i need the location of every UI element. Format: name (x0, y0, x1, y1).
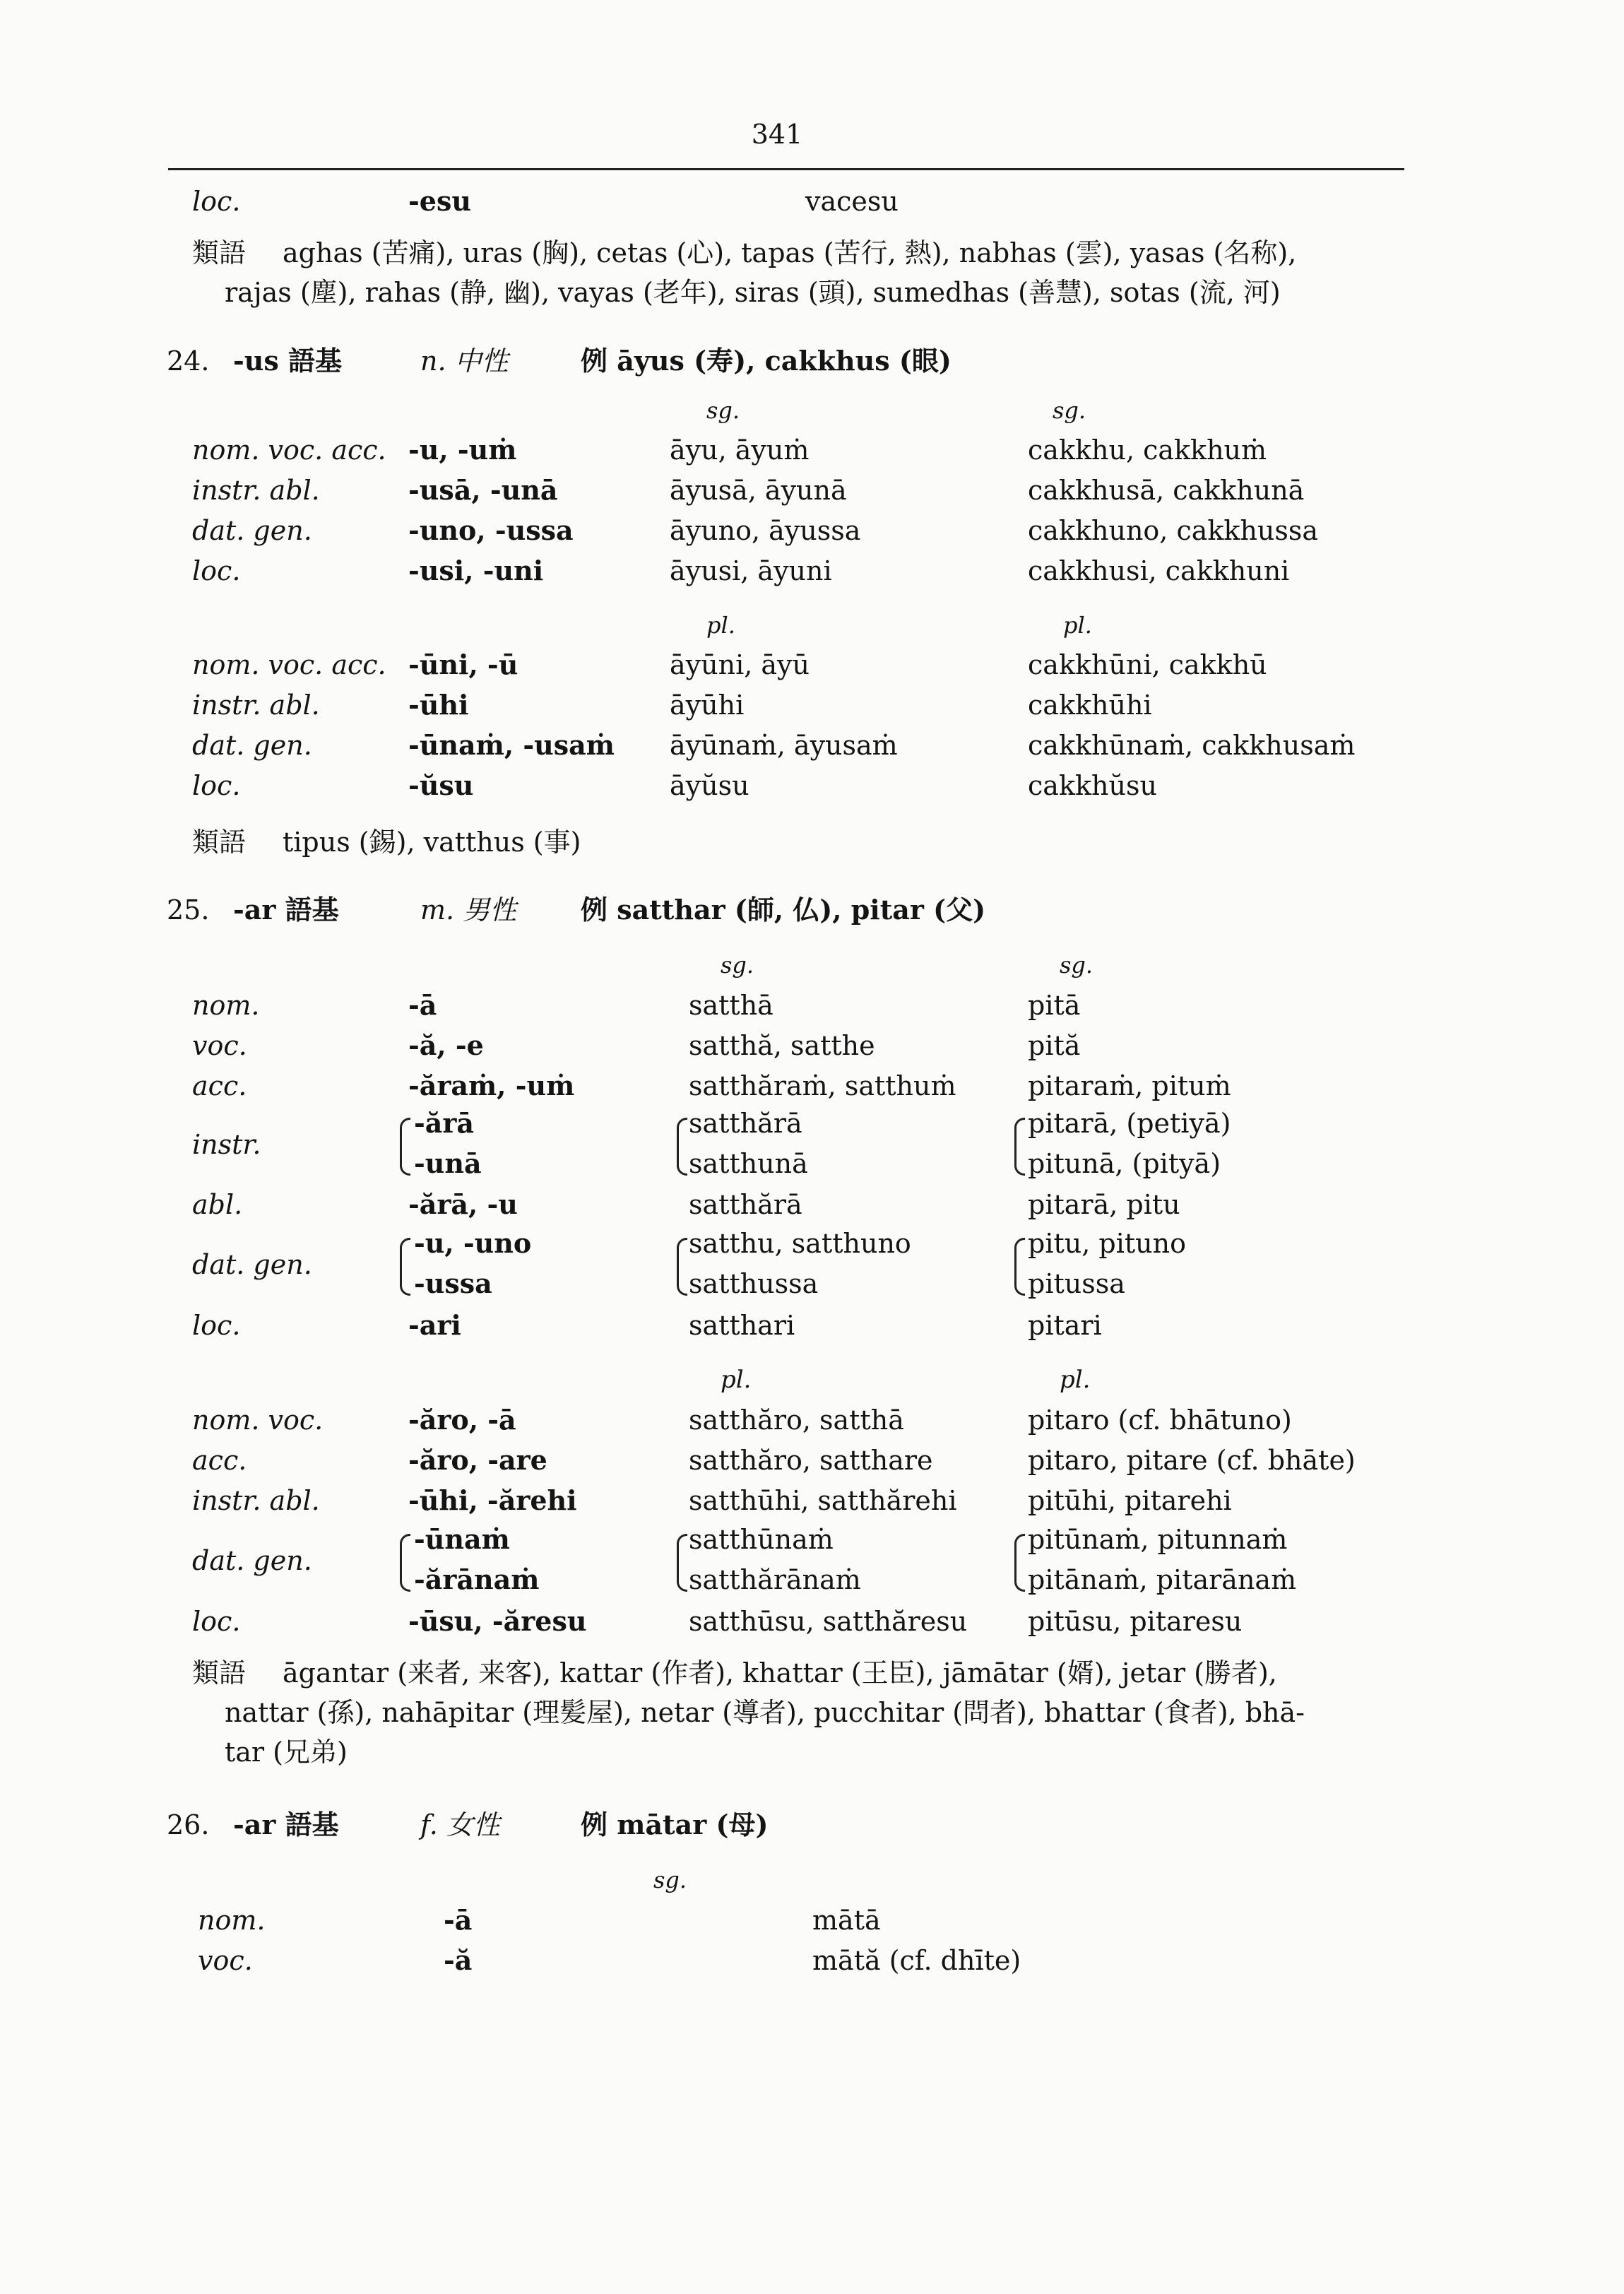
ending: -usā, -unā (408, 474, 558, 506)
example-form: pitunā, (pityā) (1028, 1148, 1221, 1179)
case-label: dat. gen. (192, 1545, 312, 1576)
ending: -ūnaṁ (414, 1523, 510, 1555)
related-words-line: āgantar (来者, 来客), kattar (作者), khattar (王臣), jāmātar (婿), jetar (勝者), (283, 1657, 1277, 1689)
section-number: 24. (167, 345, 210, 377)
section-gender: f. 女性 (420, 1809, 500, 1840)
example-form: pitu, pituno (1028, 1228, 1186, 1259)
example-form: pitaraṁ, pituṁ (1028, 1070, 1231, 1101)
related-words-line: aghas (苦痛), uras (胸), cetas (心), tapas (苦行, 熱), nabhas (雲), yasas (名称), (283, 237, 1297, 268)
ending: -ă (444, 1944, 473, 1976)
ending: -u, -uṁ (408, 434, 517, 466)
example-form: satthūsu, satthăresu (689, 1606, 968, 1637)
case-label: nom. voc. acc. (192, 649, 386, 680)
ending: -ăro, -ā (408, 1404, 516, 1436)
example-form: cakkhŭsu (1028, 770, 1157, 801)
case-label: abl. (192, 1189, 243, 1220)
related-words-line: tar (兄弟) (225, 1737, 348, 1768)
section-example: 例 āyus (寿), cakkhus (眼) (581, 345, 952, 377)
example-form: pitūnaṁ, pitunnaṁ (1028, 1524, 1288, 1555)
case-label: dat. gen. (192, 730, 312, 761)
ending: -ari (408, 1309, 461, 1341)
example-form: satthu, satthuno (689, 1228, 911, 1259)
example-form: pitānaṁ, pitarānaṁ (1028, 1564, 1297, 1595)
case-label: voc. (192, 1030, 247, 1061)
brace (1014, 1118, 1025, 1176)
ending: -esu (408, 185, 471, 217)
case-label: instr. (192, 1129, 261, 1160)
case-label: nom. (198, 1905, 266, 1936)
ending: -ūsu, -ăresu (408, 1605, 587, 1637)
section-number: 26. (167, 1809, 210, 1840)
example-form: vacesu (805, 186, 899, 217)
ending: -u, -uno (414, 1227, 532, 1259)
section-suffix: -ar 語基 (233, 1809, 339, 1840)
example-form: āyūhi (670, 690, 745, 721)
example-form: cakkhu, cakkhuṁ (1028, 434, 1267, 466)
sg-label: sg. (1053, 397, 1086, 424)
ending: -usi, -uni (408, 555, 544, 586)
ending: -ărānaṁ (414, 1563, 540, 1595)
ending: -ărā (414, 1107, 475, 1139)
example-form: āyu, āyuṁ (670, 434, 810, 466)
example-form: pitari (1028, 1310, 1102, 1341)
related-words-label: 類語 (192, 827, 247, 858)
sg-label: sg. (653, 1867, 687, 1893)
example-form: satthunā (689, 1148, 808, 1179)
section-suffix: -ar 語基 (233, 894, 339, 926)
example-form: pitūhi, pitarehi (1028, 1485, 1232, 1516)
case-label: dat. gen. (192, 1249, 312, 1280)
example-form: satthăro, satthare (689, 1445, 933, 1476)
case-label: instr. abl. (192, 475, 320, 506)
case-label: loc. (192, 555, 241, 586)
example-form: āyūnaṁ, āyusaṁ (670, 730, 898, 761)
ending: -ă, -e (408, 1029, 484, 1061)
ending: -ūnaṁ, -usaṁ (408, 729, 615, 761)
case-label: instr. abl. (192, 690, 320, 721)
example-form: mātā (812, 1905, 881, 1936)
example-form: satthărānaṁ (689, 1564, 861, 1595)
pl-label: pl. (1060, 1366, 1091, 1394)
ending: -ussa (414, 1267, 492, 1299)
example-form: satthari (689, 1310, 795, 1341)
example-form: āyusā, āyunā (670, 475, 847, 506)
case-label: dat. gen. (192, 515, 312, 546)
page-number: 341 (751, 119, 803, 150)
example-form: pitaro, pitare (cf. bhāte) (1028, 1445, 1356, 1476)
example-form: pitarā, (petiyā) (1028, 1108, 1231, 1139)
example-form: āyūni, āyū (670, 649, 810, 680)
example-form: satthūnaṁ (689, 1524, 834, 1555)
brace (1014, 1534, 1025, 1592)
example-form: pită (1028, 1030, 1081, 1061)
example-form: satthă, satthe (689, 1030, 875, 1061)
case-label: instr. abl. (192, 1485, 320, 1516)
ending: -unā (414, 1147, 482, 1179)
sg-label: sg. (706, 397, 740, 424)
ending: -ăraṁ, -uṁ (408, 1070, 575, 1101)
section-gender: n. 中性 (420, 345, 509, 377)
example-form: āyuno, āyussa (670, 515, 861, 546)
section-gender: m. 男性 (420, 894, 517, 926)
header-rule (168, 168, 1404, 170)
case-label: loc. (192, 186, 241, 217)
example-form: pitarā, pitu (1028, 1189, 1180, 1220)
case-label: nom. (192, 990, 260, 1021)
sg-label: sg. (721, 952, 754, 979)
example-form: satthărā (689, 1108, 802, 1139)
ending: -ăro, -are (408, 1444, 547, 1476)
brace (677, 1534, 687, 1592)
ending: -ūhi (408, 689, 469, 721)
case-label: nom. voc. acc. (192, 434, 386, 466)
example-form: cakkhūnaṁ, cakkhusaṁ (1028, 730, 1356, 761)
related-words-line: nattar (孫), nahāpitar (理髪屋), netar (導者), pucchitar (問者), bhattar (食者), bhā- (225, 1697, 1305, 1728)
example-form: satthussa (689, 1268, 819, 1299)
example-form: cakkhuno, cakkhussa (1028, 515, 1319, 546)
example-form: satthăraṁ, satthuṁ (689, 1070, 956, 1101)
case-label: acc. (192, 1070, 247, 1101)
case-label: loc. (192, 1606, 241, 1637)
sg-label: sg. (1060, 952, 1093, 979)
example-form: pitā (1028, 990, 1081, 1021)
ending: -ŭsu (408, 769, 474, 801)
brace (677, 1118, 687, 1176)
example-form: satthăro, satthā (689, 1405, 904, 1436)
related-words-line: rajas (塵), rahas (静, 幽), vayas (老年), siras (頭), sumedhas (善慧), sotas (流, 河) (225, 277, 1281, 308)
pl-label: pl. (706, 612, 735, 639)
brace (1014, 1238, 1025, 1296)
pl-label: pl. (721, 1366, 752, 1394)
example-form: cakkhūni, cakkhū (1028, 649, 1267, 680)
ending: -uno, -ussa (408, 514, 574, 546)
section-number: 25. (167, 894, 210, 926)
example-form: āyusi, āyuni (670, 555, 832, 586)
brace (400, 1118, 410, 1176)
ending: -ā (444, 1904, 473, 1936)
case-label: voc. (198, 1945, 253, 1976)
related-words-label: 類語 (192, 1657, 247, 1689)
section-example: 例 mātar (母) (581, 1809, 769, 1840)
example-form: cakkhusā, cakkhunā (1028, 475, 1305, 506)
ending: -ūhi, -ărehi (408, 1484, 577, 1516)
related-words-line: tipus (錫), vatthus (事) (283, 827, 581, 858)
section-example: 例 satthar (師, 仏), pitar (父) (581, 894, 986, 926)
ending: -ărā, -u (408, 1188, 518, 1220)
example-form: pitaro (cf. bhātuno) (1028, 1405, 1292, 1436)
brace (400, 1238, 410, 1296)
ending: -ā (408, 989, 437, 1021)
example-form: pitussa (1028, 1268, 1125, 1299)
example-form: cakkhusi, cakkhuni (1028, 555, 1290, 586)
case-label: acc. (192, 1445, 247, 1476)
example-form: satthā (689, 990, 774, 1021)
ending: -ūni, -ū (408, 649, 518, 680)
brace (400, 1534, 410, 1592)
example-form: mātă (cf. dhīte) (812, 1945, 1021, 1976)
case-label: loc. (192, 1310, 241, 1341)
example-form: pitūsu, pitaresu (1028, 1606, 1243, 1637)
related-words-label: 類語 (192, 237, 247, 268)
section-suffix: -us 語基 (233, 345, 343, 377)
case-label: loc. (192, 770, 241, 801)
example-form: satthărā (689, 1189, 802, 1220)
brace (677, 1238, 687, 1296)
pl-label: pl. (1063, 612, 1092, 639)
case-label: nom. voc. (192, 1405, 324, 1436)
example-form: cakkhūhi (1028, 690, 1152, 721)
example-form: satthūhi, satthărehi (689, 1485, 957, 1516)
example-form: āyŭsu (670, 770, 749, 801)
